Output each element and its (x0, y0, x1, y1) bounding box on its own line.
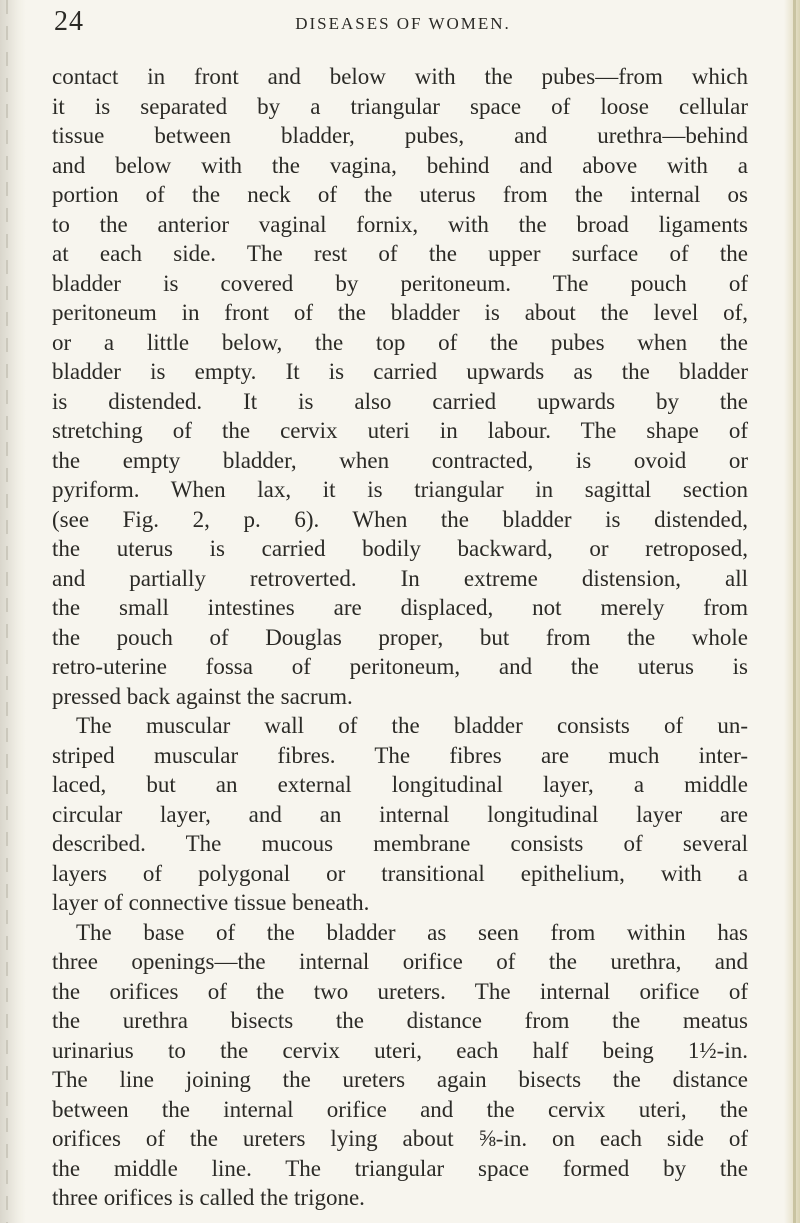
text-line: bladder is empty. It is carried upwards as the bladder (52, 359, 748, 384)
text-line: contact in front and below with the pubes—from which (52, 64, 748, 89)
text-line: layers of polygonal or transitional epithelium, with a (52, 860, 748, 886)
text-line: urinarius to the cervix uteri, each half being 1½-in. (52, 1037, 748, 1063)
text-line: the middle line. The triangular space formed by the (52, 1155, 748, 1181)
running-head: DISEASES OF WOMEN. (295, 14, 511, 33)
body-text (52, 62, 748, 1213)
paragraph-end-line: pressed back against the sacrum. (52, 683, 353, 709)
page-binding-edge (0, 0, 26, 1223)
text-line: is distended. It is also carried upwards by the (52, 388, 748, 414)
text-line: circular layer, and an internal longitudinal layer are (52, 801, 748, 827)
paragraph-end-line: three orifices is called the trigone. (52, 1185, 365, 1210)
text-line: or a little below, the top of the pubes when the (52, 329, 748, 355)
text-line: it is separated by a triangular space of loose cellular (52, 93, 748, 119)
text-line: the empty bladder, when contracted, is ovoid or (52, 447, 748, 473)
text-line: and partially retroverted. In extreme distension, all (52, 565, 748, 591)
text-line: the small intestines are displaced, not merely from (52, 595, 748, 620)
text-line: portion of the neck of the uterus from the internal os (52, 182, 748, 207)
text-line: three openings—the internal orifice of the urethra, and (52, 949, 748, 974)
text-line: retro-uterine fossa of peritoneum, and the uterus is (52, 654, 748, 679)
text-line: stretching of the cervix uteri in labour. The shape of (52, 418, 748, 443)
text-line: (see Fig. 2, p. 6). When the bladder is distended, (52, 506, 748, 532)
text-line: striped muscular fibres. The fibres are much inter- (52, 742, 748, 768)
text-line: laced, but an external longitudinal layer, a middle (52, 772, 748, 797)
text-line: pyriform. When lax, it is triangular in sagittal section (52, 477, 748, 502)
page-header (46, 6, 760, 46)
text-line: at each side. The rest of the upper surface of the (52, 241, 748, 266)
text-line: bladder is covered by peritoneum. The pouch of (52, 270, 748, 296)
paragraph-start-line: The base of the bladder as seen from within has (76, 919, 748, 945)
paragraph-end-line: layer of connective tissue beneath. (52, 890, 370, 915)
text-line: the uterus is carried bodily backward, or retroposed, (52, 536, 748, 561)
text-line: described. The mucous membrane consists of several (52, 831, 748, 856)
text-line: tissue between bladder, pubes, and urethra—behind (52, 123, 748, 148)
text-line: the orifices of the two ureters. The internal orifice of (52, 978, 748, 1004)
text-line: orifices of the ureters lying about ⅝-in. on each side of (52, 1126, 748, 1151)
page-fore-edge (784, 0, 800, 1223)
page-number: 24 (54, 6, 84, 37)
text-line: The line joining the ureters again bisects the distance (52, 1067, 748, 1092)
text-line: and below with the vagina, behind and above with a (52, 152, 748, 178)
text-line: between the internal orifice and the cervix uteri, the (52, 1096, 748, 1122)
text-line: peritoneum in front of the bladder is about the level of, (52, 300, 748, 325)
text-line: to the anterior vaginal fornix, with the broad ligaments (52, 211, 748, 237)
text-line: the urethra bisects the distance from the meatus (52, 1008, 748, 1033)
paragraph-start-line: The muscular wall of the bladder consists of un- (76, 713, 748, 738)
text-line: the pouch of Douglas proper, but from the whole (52, 624, 748, 650)
